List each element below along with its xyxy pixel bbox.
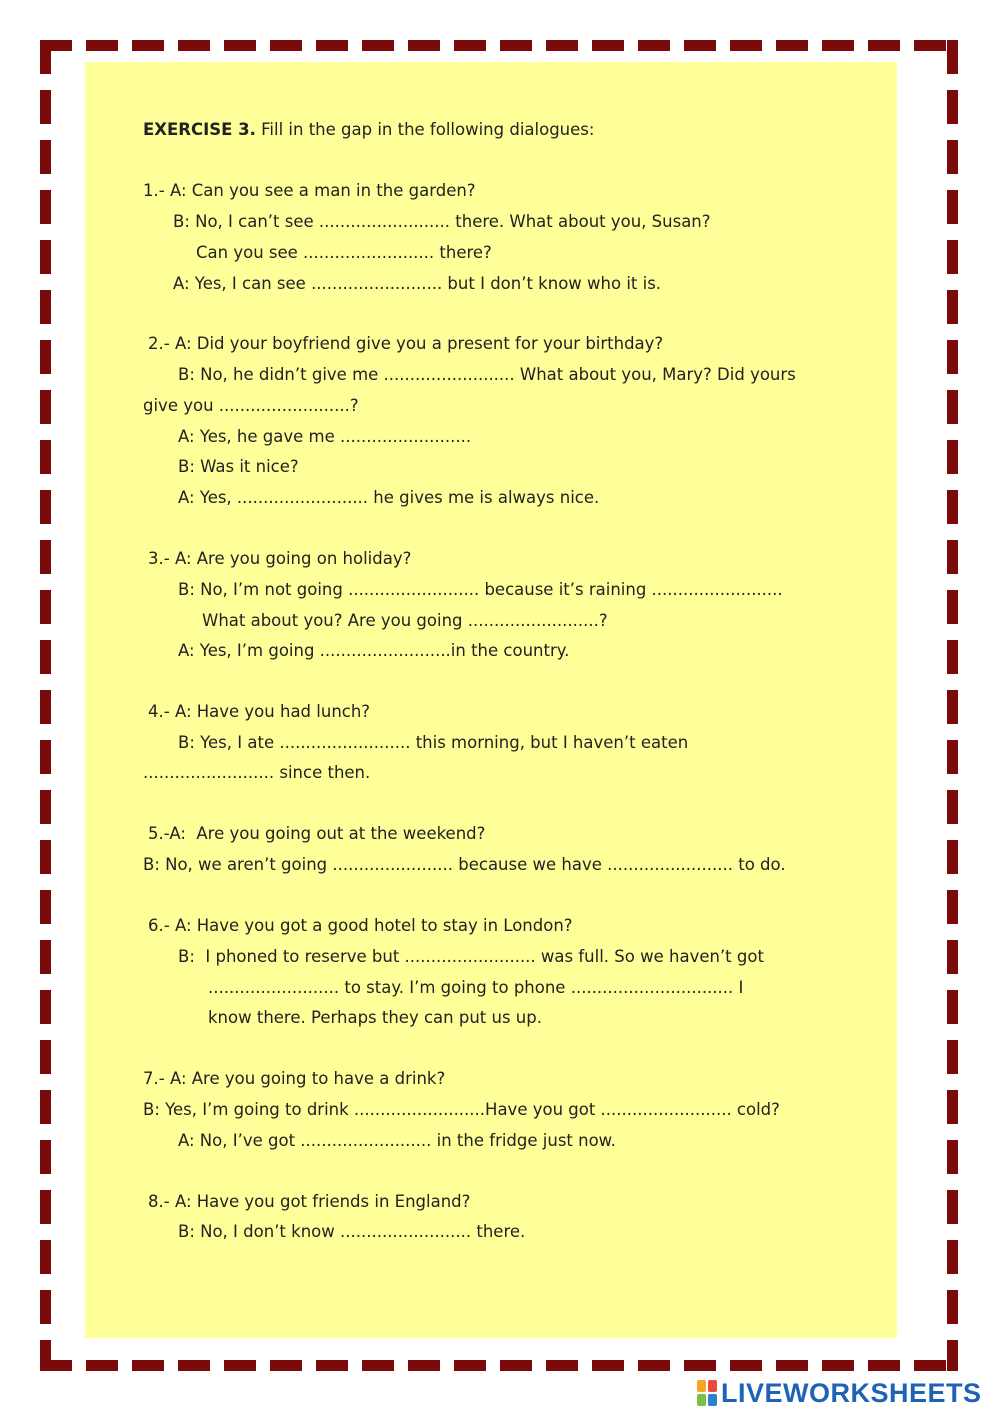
dialogue-line: B: Yes, I’m going to drink .........................Have you got ......................... cold? (143, 1100, 780, 1119)
dialogue-line: 2.- A: Did your boyfriend give you a present for your birthday? (148, 334, 664, 353)
dialogue-line: B: I phoned to reserve but ......................... was full. So we haven’t got (178, 947, 764, 966)
dialogue-line: What about you? Are you going .........................? (202, 611, 608, 630)
exercise-instruction: Fill in the gap in the following dialogues: (255, 120, 595, 139)
dialogue-line: B: No, we aren’t going ....................... because we have ........................ to do. (143, 855, 786, 874)
dialogue-line: 8.- A: Have you got friends in England? (148, 1192, 471, 1211)
frame-bottom-border (40, 1360, 960, 1371)
dialogue-line: B: Was it nice? (178, 457, 299, 476)
liveworksheets-logo-icon (697, 1380, 717, 1406)
dialogue-line: 1.- A: Can you see a man in the garden? (143, 181, 476, 200)
dialogue-line: A: Yes, he gave me ......................... (178, 427, 472, 446)
dialogue-line: give you .........................? (143, 396, 359, 415)
liveworksheets-logo (697, 1378, 982, 1408)
dialogue-line: ......................... since then. (143, 763, 371, 782)
frame-left-border (40, 40, 51, 1371)
dialogue-line: 6.- A: Have you got a good hotel to stay in London? (148, 916, 573, 935)
dialogue-line: A: Yes, ......................... he gives me is always nice. (178, 488, 600, 507)
logo-text: LIVEWORKSHEETS (721, 1377, 982, 1408)
dialogue-line: A: Yes, I can see ......................... but I don’t know who it is. (173, 274, 662, 293)
dialogue-line: B: No, he didn’t give me ......................... What about you, Mary? Did yours (178, 365, 796, 384)
dialogue-line: A: Yes, I’m going .........................in the country. (178, 641, 570, 660)
dialogue-line: B: No, I’m not going ......................... because it’s raining ......................... (178, 580, 783, 599)
frame-top-border (40, 40, 960, 51)
dialogue-line: A: No, I’ve got ......................... in the fridge just now. (178, 1131, 616, 1150)
dialogue-line: 3.- A: Are you going on holiday? (148, 549, 412, 568)
dialogue-line: B: No, I don’t know ......................... there. (178, 1222, 526, 1241)
dialogue-line: ......................... to stay. I’m going to phone ............................... I (208, 978, 744, 997)
dialogue-line: 5.-A: Are you going out at the weekend? (148, 824, 486, 843)
exercise-heading (143, 120, 594, 140)
dialogue-line: know there. Perhaps they can put us up. (208, 1008, 542, 1027)
dialogue-line: B: No, I can’t see ......................... there. What about you, Susan? (173, 212, 711, 231)
dialogue-line: B: Yes, I ate ......................... this morning, but I haven’t eaten (178, 733, 689, 752)
exercise-number: EXERCISE 3. (143, 120, 256, 139)
dialogue-line: 4.- A: Have you had lunch? (148, 702, 371, 721)
dialogue-line: 7.- A: Are you going to have a drink? (143, 1069, 446, 1088)
worksheet-panel (85, 62, 897, 1338)
dialogue-line: Can you see ......................... there? (196, 243, 492, 262)
frame-right-border (947, 40, 958, 1371)
